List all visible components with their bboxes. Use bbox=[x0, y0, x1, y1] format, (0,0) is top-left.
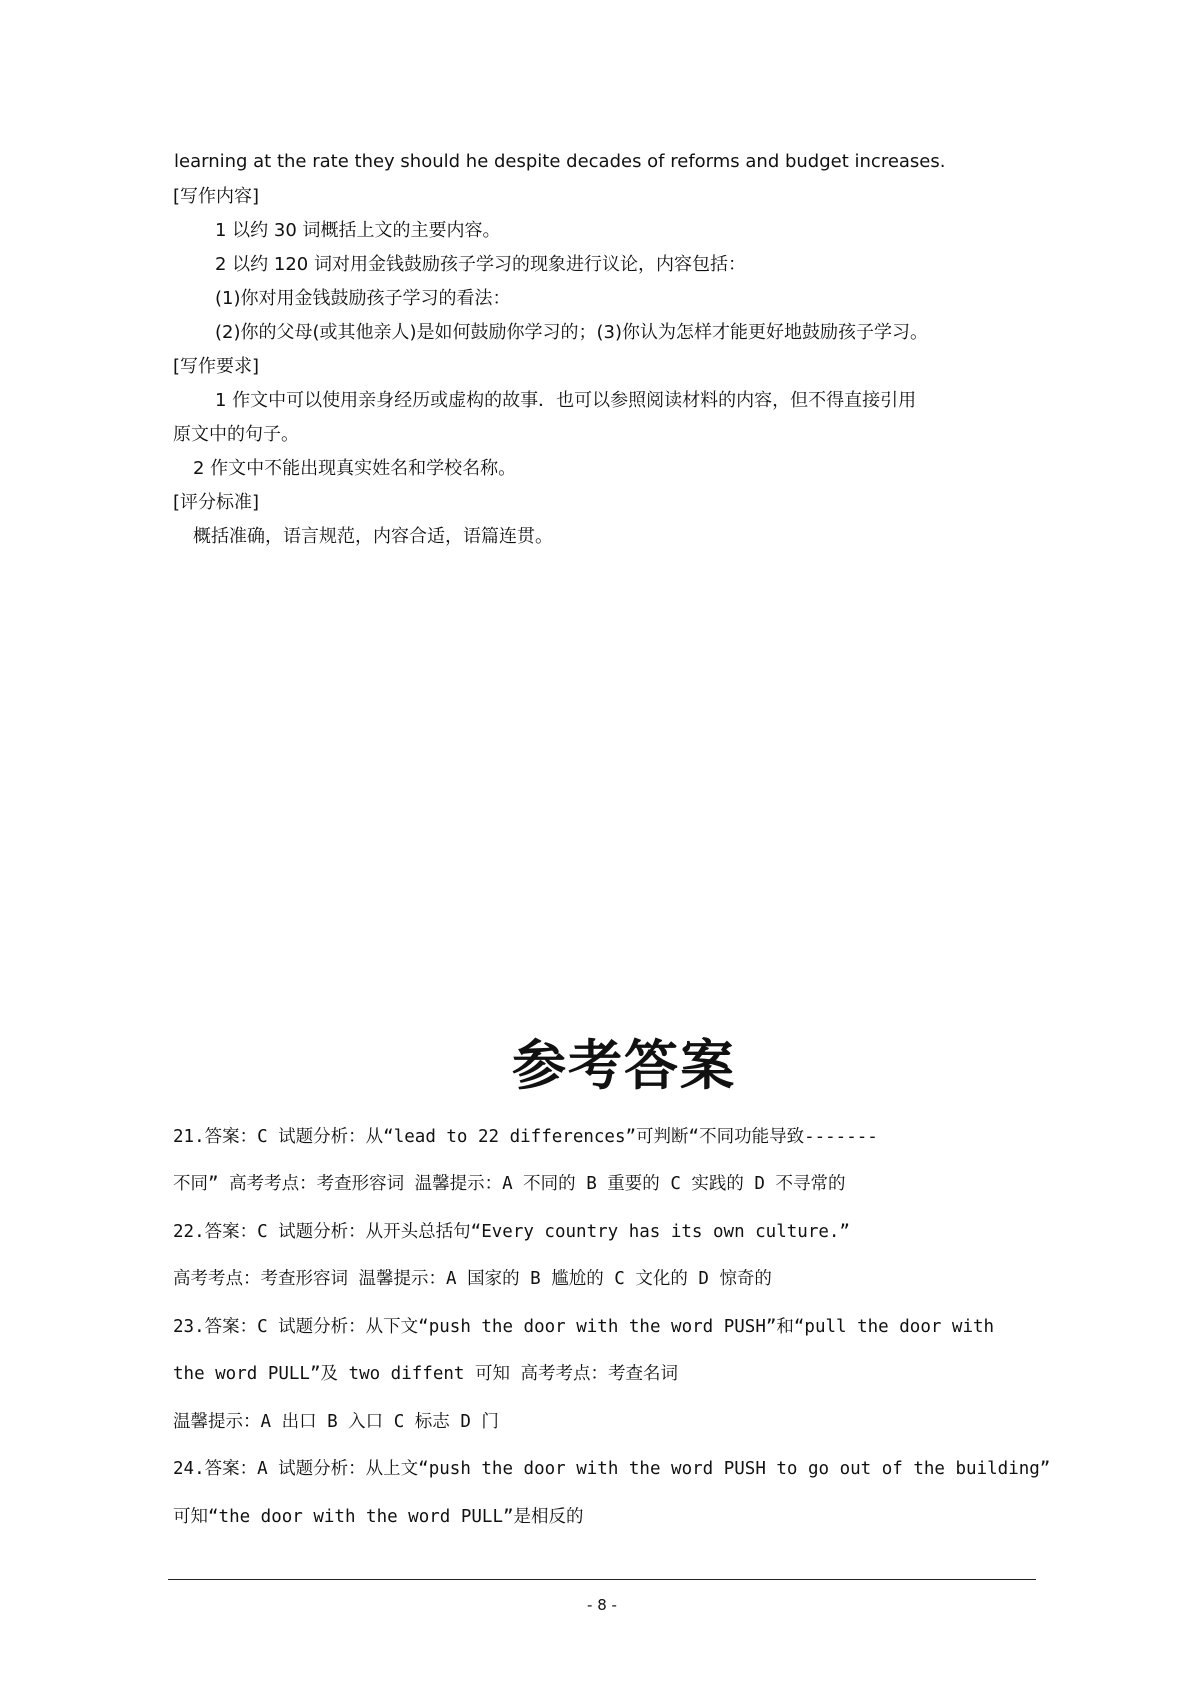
page-number: - 8 - bbox=[587, 1596, 617, 1614]
answer-23-line-1: 23.答案：C 试题分析：从下文“push the door with the word PUSH”和“pull the door with bbox=[173, 1317, 995, 1337]
requirement-2: 2 作文中不能出现真实姓名和学校名称。 bbox=[193, 458, 517, 479]
answer-23-line-2: the word PULL”及 two diffent 可知 高考考点：考查名词 bbox=[173, 1364, 679, 1384]
requirement-1-line-2: 原文中的句子。 bbox=[173, 424, 299, 445]
grading-heading: [评分标准] bbox=[173, 492, 260, 513]
writing-requirements-heading: [写作要求] bbox=[173, 356, 260, 377]
grading-text: 概括准确，语言规范，内容合适，语篇连贯。 bbox=[193, 526, 553, 547]
continuation-text: learning at the rate they should he despite decades of reforms and budget increases. bbox=[174, 151, 946, 172]
content-item-2-sub-1: (1)你对用金钱鼓励孩子学习的看法： bbox=[215, 288, 511, 309]
content-item-2-sub-2: (2)你的父母(或其他亲人)是如何鼓励你学习的；(3)你认为怎样才能更好地鼓励孩子学习。 bbox=[215, 322, 929, 343]
answer-22-line-2: 高考考点：考查形容词 温馨提示：A 国家的 B 尴尬的 C 文化的 D 惊奇的 bbox=[173, 1269, 772, 1289]
answer-24-line-2: 可知“the door with the word PULL”是相反的 bbox=[173, 1507, 584, 1527]
answer-21-line-1: 21.答案：C 试题分析：从“lead to 22 differences”可判断“不同功能导致------- bbox=[173, 1127, 878, 1147]
writing-content-heading: [写作内容] bbox=[173, 186, 260, 207]
answer-21-line-2: 不同” 高考考点：考查形容词 温馨提示：A 不同的 B 重要的 C 实践的 D 不寻常的 bbox=[173, 1174, 846, 1194]
answer-23-line-3: 温馨提示：A 出口 B 入口 C 标志 D 门 bbox=[173, 1412, 499, 1432]
requirement-1-line-1: 1 作文中可以使用亲身经历或虚构的故事．也可以参照阅读材料的内容，但不得直接引用 bbox=[215, 390, 917, 411]
answers-title: 参考答案 bbox=[512, 1033, 736, 1097]
content-item-2: 2 以约 120 词对用金钱鼓励孩子学习的现象进行议论，内容包括： bbox=[215, 254, 746, 275]
content-item-1: 1 以约 30 词概括上文的主要内容。 bbox=[215, 220, 501, 241]
answer-24-line-1: 24.答案：A 试题分析：从上文“push the door with the word PUSH to go out of the building” bbox=[173, 1459, 1051, 1479]
answer-22-line-1: 22.答案：C 试题分析：从开头总括句“Every country has its own culture.” bbox=[173, 1222, 850, 1242]
footer-divider bbox=[168, 1579, 1036, 1580]
